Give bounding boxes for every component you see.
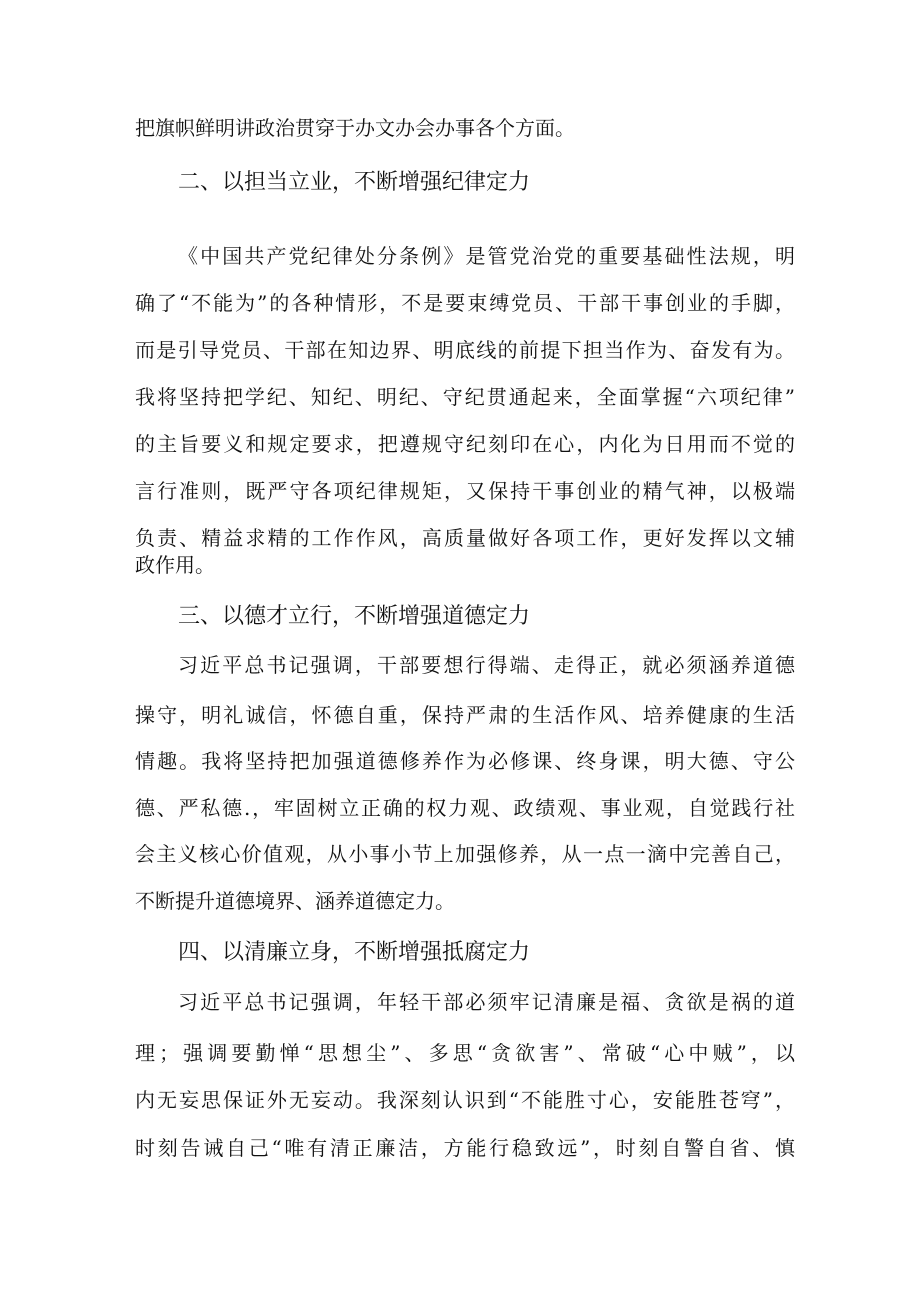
- paragraph-line: 不断提升道德境界、涵养道德定力。: [135, 889, 455, 913]
- paragraph-line: 而是引导党员、干部在知边界、明底线的前提下担当作为、奋发有为。: [135, 338, 795, 362]
- paragraph-line: 《中国共产党纪律处分条例》是管党治党的重要基础性法规，明: [178, 244, 795, 268]
- paragraph-line: 德、严私德.，牢固树立正确的权力观、政绩观、事业观，自觉践行社: [135, 796, 795, 820]
- paragraph-line: 政作用。: [135, 553, 215, 577]
- section-heading: 二、以担当立业，不断增强纪律定力: [178, 170, 531, 195]
- section-heading: 三、以德才立行，不断增强道德定力: [178, 604, 531, 629]
- paragraph-line: 时刻告诫自己“唯有清正廉洁，方能行稳致远”，时刻自警自省、慎: [135, 1136, 795, 1160]
- paragraph-line: 理；强调要勤惮“思想尘”、多思“贪欲害”、常破“心中贼”，以: [135, 1041, 795, 1065]
- paragraph-line: 习近平总书记强调，年轻干部必须牢记清廉是福、贪欲是祸的道: [178, 990, 795, 1014]
- paragraph-line: 我将坚持把学纪、知纪、明纪、守纪贯通起来，全面掌握“六项纪律”: [135, 385, 795, 409]
- paragraph-line: 操守，明礼诚信，怀德自重，保持严肃的生活作风、培养健康的生活: [135, 703, 795, 727]
- paragraph-line: 把旗帜鲜明讲政治贯穿于办文办会办事各个方面。: [135, 116, 575, 140]
- paragraph-line: 习近平总书记强调，干部要想行得端、走得正，就必须涵养道德: [178, 653, 795, 677]
- paragraph-line: 的主旨要义和规定要求，把遵规守纪刻印在心，内化为日用而不觉的: [135, 432, 795, 456]
- section-heading: 四、以清廉立身，不断增强抵腐定力: [178, 940, 531, 965]
- paragraph-line: 确了“不能为”的各种情形，不是要束缚党员、干部干事创业的手脚，: [135, 291, 795, 315]
- paragraph-line: 会主义核心价值观，从小事小节上加强修养，从一点一滴中完善自己，: [135, 842, 795, 866]
- paragraph-line: 言行准则，既严守各项纪律规矩，又保持干事创业的精气神，以极端: [135, 479, 795, 503]
- paragraph-line: 情趣。我将坚持把加强道德修养作为必修课、终身课，明大德、守公: [135, 749, 795, 773]
- paragraph-line: 内无妄思保证外无妄动。我深刻认识到“不能胜寸心，安能胜苍穹”，: [135, 1088, 795, 1112]
- paragraph-line: 负责、精益求精的工作作风，高质量做好各项工作，更好发挥以文辅: [135, 526, 795, 550]
